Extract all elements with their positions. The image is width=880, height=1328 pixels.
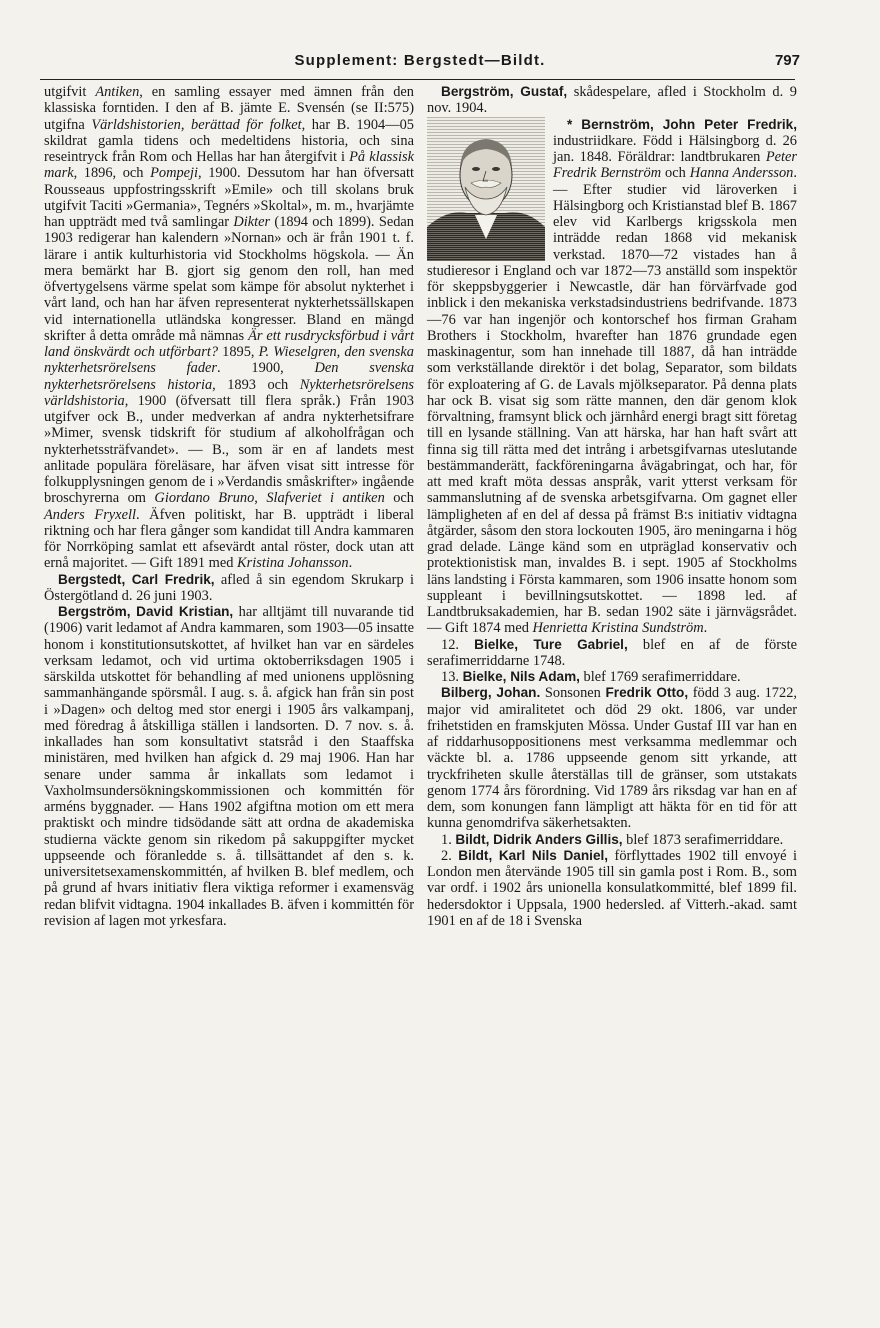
entry-heading: Bielke, Ture Gabriel, [474,636,628,652]
text-run: , 1900 (öfversatt till flera språk.) Från 1903 utgifver ock B., under medverkan af andra nykterhetsifrare »Mimer, svensk tidskrift för studium af alkoholfrågan och nykterhetssträfvandet». — B., som är en af landets mest anlitade populära föreläsare, har äfven visat sitt intresse för folkupplysningen genom de i »Verdandis småskrifter» ingående broschyrerna om [44,392,414,507]
paragraph [427,84,797,117]
text-run: 1895, [218,344,259,360]
text-run: 13. [441,669,463,685]
paragraph [427,669,797,685]
entry-heading: Bildt, Karl Nils Daniel, [458,847,609,863]
paragraph [44,604,414,929]
paragraph [44,572,414,605]
italic-title: Anders Fryxell [44,506,136,523]
entry-heading: Bielke, Nils Adam, [462,669,580,684]
text-run: blef en af de förste serafimerriddarne 1748. [427,636,797,669]
text-run: (1894 och 1899). Sedan 1903 redigerar han kalendern »Nornan» och är från 1901 t. f. lärare i antik kulturhistoria vid Stockholms högskola. — Än mera bemärkt har B. gjort sig genom den roll, han med öfvertygelsens värme spelat som kämpe för absolut nykterhet i vårt land, och han har äfven representerat nykterhetssällskapen vid internationella utländska kongresser. Bland en mängd skrifter å detta område må nämnas [44,214,414,344]
text-run: blef 1873 serafimerriddare. [622,831,784,848]
right-column [427,84,797,929]
italic-title: Giordano Bruno [154,490,255,507]
italic-title: Nykterhetsrörelsens världshistoria [44,376,414,409]
text-run: född 3 aug. 1722, major vid amiralitetet och död 29 okt. 1806, var under frihetstiden en framskjuten Mössa. Under Gustaf III var han en af riddarhusoppositionens mest verksamma medlemmar och väckte bl. a. 1786 uppseende genom sitt yrkande, att tryckfriheten skulle återställas till de gränser, som utstakats genom 1774 års förordning. Vid 1789 års riksdag var han en af dem, som konungen fann lämpligt att häkta för en tid för att kunna genomdrifva säkerhetsakten. [427,685,797,832]
italic-title: Henrietta Kristina Sundström [532,620,704,637]
text-run: . [348,555,353,572]
text-run: , har B. 1904—05 skildrat gamla tidens och medeltidens historia, och sina reseintryck från Rom och Hellas har han återgifvit i [44,116,414,165]
left-column [44,84,414,929]
text-run: Sonsonen [540,685,606,702]
italic-title: Världshistorien, berättad för folket [91,116,302,133]
text-run: blef 1769 serafimerriddare. [579,669,741,685]
paragraph [427,848,797,929]
italic-title: Antiken [95,84,140,100]
entry-heading: Fredrik Otto, [605,685,689,701]
text-run: förflyttades 1902 till envoyé i London men återvände 1905 till sin gamla post i Rom. B., som var ordf. i 1902 års unionella konsulatkommitté, blef 1899 fil. hedersdoktor i Uppsala, 1900 hedersled. af Vitterh.-akad. samt 1901 en af de 18 i Svenska [427,847,797,929]
text-run: , 1893 och [212,376,300,393]
entry-heading: Bildt, Didrik Anders Gillis, [455,831,623,847]
text-run: . [703,620,708,637]
entry-heading: * Bernström, John Peter Fredrik, [567,116,797,132]
text-run: och [661,165,690,182]
italic-title: P. Wieselgren, den svenska nykterhetsrörelsens fader [44,344,414,377]
italic-title: Peter Fredrik Bernström [553,149,797,182]
italic-title: Är ett rusdrycksförbud i vårt land önskvärdt och utförbart? [44,327,414,360]
italic-title: Kristina Johansson [237,555,349,572]
text-run: . — Efter studier vid läroverken i Hälsingborg och Kristianstad blef B. 1867 elev vid Karlbergs krigsskola men inträdde redan 1868 vid mekanisk verkstad. 1870—72 vistades han å studieresor i England och var 1872—73 anställd som inspektör för skeppsbyggerier i Newcastle, där han förvärfvade god inblick i den mekaniska verkstadsindustriens bedrifvande. 1873—76 var han ingenjör och kontorschef hos firman Graham Brothers i Stockholm, hvarefter han 1876 grundade egen maskinagentur, som han innehade till 1887, då han inträdde som verkställande direktör i det bolag, Separator, som bildats för exploatering af G. de Lavals mjölkseparator. På denna plats har ock B. visat sig som rätte mannen, den där genom klok förvaltning, framsynt blick och järnhård energi bragt sitt företag till en lysande ställning. Van att härska, har han haft svårt att finna sig till rätta med det intrång i arbetsgifvarnas uteslutande bestämmanderätt, fackföreningarna åvägabringat, och har, för att med kraft möta dessas anspråk, varit ytterst verksam för sammanslutning af de svenska arbetsgifvarna. Om gagnet eller lämpligheten af en del af dessa på främst B:s initiativ vidtagna åtgärder, såsom den stora lockouten 1905, äro meningarna i hög grad delade. Länge känd som en utpräglad konservativ och protektionistisk man, invaldes B. i sept. 1905 af Stockholms läns landsting i Första kammaren, som 1906 insatte honom som suppleant i bevillningsutskottet. — 1898 led. af Landtbruksakademien, har B. sedan 1902 säte i järnvägsrådet. — Gift 1874 med [427,165,797,637]
paragraph [427,832,797,848]
page-number: 797 [774,52,800,69]
italic-title: Pompeji [150,165,199,182]
entry-heading: Bergstedt, Carl Fredrik, [58,571,215,587]
running-title: Supplement: Bergstedt—Bildt. [294,52,546,69]
text-run: har alltjämt till nuvarande tid (1906) varit ledamot af Andra kammaren, som 1903—05 insatte honom i konstitutionsutskottet, af hvilket han var en särdeles verksam ledamot, och vid urtima oktoberriksdagen 1905 i särskilda utskottet för behandling af med unionens upplösning sammanhängande spörsmål. I aug. s. å. afgick han från sin post i »Dagen» och deltog med stor energi i 1905 års valkampanj, med föredrag å åtskilliga ställen i landsorten. D. 7 nov. s. å. inkallades han som konsultativt statsråd i den Staaffska ministären, med hvilken han afgick d. 29 maj 1906. Han har senare under samma år inkallats som ledamot i Vaxholmsundersökningskommissionen och kommittén för arméns byggnader. — Hans 1902 afgiftna motion om ett mera praktiskt och mindre tidsödande sätt att ordna de akademiska studierna väckte genom sin rikedom på sakuppgifter mycket uppseende och föranledde s. å. tillsättandet af den s. k. universitetsexamenskommittén, af hvilken B. blef medlem, och på grund af hvars initiativ flera viktiga reformer i examensväg redan blifvit vidtagna. 1904 inkallades B. äfven i kommittén för revision af lagen mot yrkesfara. [44,604,414,929]
paragraph [427,637,797,670]
page-header [40,52,800,76]
entry-heading: Bergström, David Kristian, [58,604,234,619]
text-run: utgifvit [44,84,96,100]
italic-title: Dikter [233,214,271,230]
paragraph [44,84,414,572]
italic-title: På klassisk mark [44,149,414,182]
header-rule [40,79,795,80]
text-run: , 1900. Dessutom har han öfversatt Rousseaus uppfostringsskrift »Emile» och till skolans bruk utgifvit Taciti »Germania», Tegnérs »Skoltal», m. m., hvarjämte han uppträdt med två samlingar [44,165,414,230]
paragraph [427,685,797,831]
portrait-engraving-icon [427,117,545,261]
italic-title: Hanna Andersson [689,165,794,182]
text-run: 12. [441,636,475,653]
italic-title: Slafveriet i antiken [266,490,385,507]
text-run: . Äfven politiskt, har B. uppträdt i liberal riktning och har flera gånger som kandidat till Andra kammaren för Norrköping samlat ett afsevärdt antal röster, dock utan att ernå majoritet. — Gift 1891 med [44,506,414,572]
text-run: industriidkare. Född i Hälsingborg d. 26 jan. 1848. Föräldrar: landtbrukaren [553,132,797,165]
text-run: 1. [441,831,456,848]
text-run: afled å sin egendom Skrukarp i Östergötland d. 26 juni 1903. [44,571,414,604]
text-run: 2. [441,847,459,864]
italic-title: Den svenska nykterhetsrörelsens historia [44,360,415,393]
right-column-intro [427,84,797,117]
text-run: . 1900, [217,360,315,377]
text-run: och [384,490,414,507]
entry-heading: Bilberg, Johan. [441,685,541,701]
entry-heading: Bergström, Gustaf, [441,84,568,99]
text-run: , en samling essayer med ämnen från den klassiska forntiden. I den af B. jämte E. Svensén (se II:575) utgifna [44,84,414,133]
text-run: skådespelare, afled i Stockholm d. 9 nov. 1904. [427,84,797,117]
text-run: , 1896, och [73,165,151,182]
text-run: , [254,490,267,507]
